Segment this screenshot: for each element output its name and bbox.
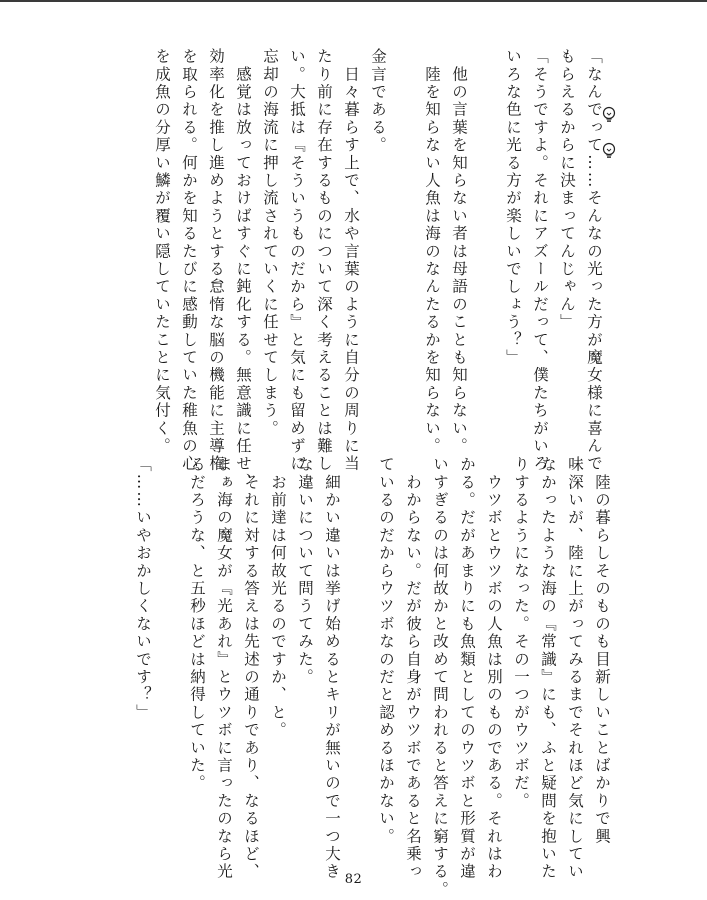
upper-text-column-block — [148, 48, 607, 491]
text-line: ているのだからウツボなのだと認めるほかない。 — [377, 456, 395, 846]
text-line: を取られる。何かを知るたびに感動していた稚魚の心 — [180, 48, 198, 473]
text-line: わからない。だが彼ら自身がウツボであると名乗っ — [404, 456, 422, 881]
blank-line — [391, 48, 418, 448]
text-line: いすぎるのは何故かと改めて問われると答えに窮する。 — [431, 456, 449, 899]
text-line: たり前に存在するものについて深く考えることは難し — [315, 48, 333, 473]
text-line: 日々暮らす上で、水や言葉のように自分の周りに当 — [342, 48, 360, 473]
text-line: なかったような海の『常識』にも、ふと疑問を抱いた — [539, 456, 557, 881]
text-line: い。大抵は『そういうものだから』と気にも留めずに — [288, 48, 306, 473]
text-line: それに対する答えは先述の通りであり、なるほど、 — [242, 456, 260, 881]
blank-line — [156, 456, 183, 856]
text-line: 「そうですよ。それにアズールだって、僕たちがいろ — [531, 48, 549, 473]
page-number: 82 — [344, 872, 363, 887]
text-line: ウツボとウツボの人魚は別のものである。それはわ — [485, 456, 503, 881]
blank-line — [472, 48, 499, 448]
text-line: を成魚の分厚い鱗が覆い隠していたことに気付く。 — [153, 48, 171, 456]
text-line: るだろうな、と五秒ほどは納得していた。 — [188, 456, 206, 793]
text-line: まぁ海の魔女が『光あれ』とウツボに言ったのなら光 — [215, 456, 233, 881]
text-line: 効率化を推し進めようとする怠惰な脳の機能に主導権 — [207, 48, 225, 473]
text-line: 細かい違いは挙げ始めるとキリが無いので一つ大き — [323, 456, 341, 881]
blank-line — [345, 456, 372, 856]
text-line: かる。だがあまりにも魚類としてのウツボと形質が違 — [458, 456, 476, 881]
text-line: 味深いが、陸に上がってみるまでそれほど気にしてい — [566, 456, 584, 881]
text-line: 「なんでって……そんなの光った方が魔女様に喜んで — [585, 48, 603, 473]
text-line: もらえるからに決まってんじゃん」 — [558, 48, 576, 332]
text-line: 感覚は放っておけばすぐに鈍化する。無意識に任せ、 — [234, 48, 252, 491]
text-line: 陸を知らない人魚は海のなんたるかを知らない。 — [423, 48, 441, 456]
top-border-line — [0, 0, 707, 2]
text-line: 金言である。 — [369, 48, 387, 155]
text-line: 「……いやおかしくないです？」 — [134, 456, 152, 722]
text-line: 忘却の海流に押し流されていくに任せてしまう。 — [261, 48, 279, 438]
text-line: な違いについて問うてみた。 — [296, 456, 314, 687]
text-line: 陸の暮らしそのものも目新しいことばかりで興 — [593, 456, 611, 846]
text-line: 他の言葉を知らない者は母語のことも知らない。 — [450, 48, 468, 456]
text-line: いろな色に光る方が楽しいでしょう？」 — [504, 48, 522, 367]
text-line: りするようになった。その一つがウツボだ。 — [512, 456, 530, 810]
text-line: お前達は何故光るのですか、と。 — [269, 456, 287, 740]
